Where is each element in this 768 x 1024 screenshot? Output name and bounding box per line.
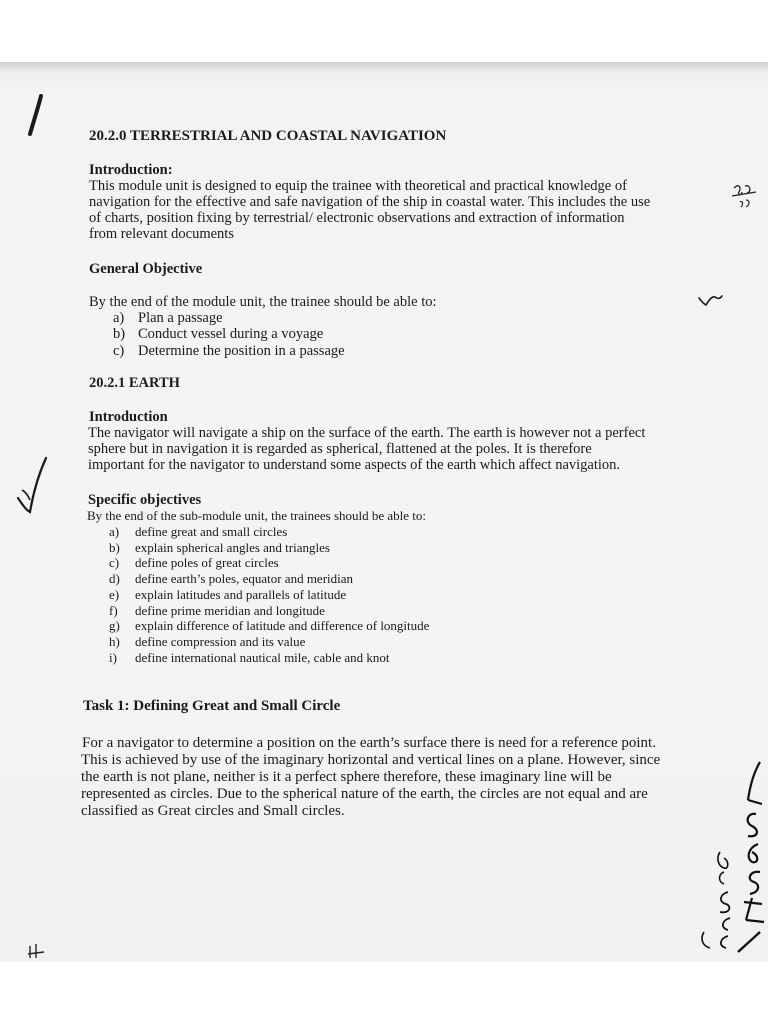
list-item-text: define great and small circles: [135, 524, 288, 539]
list-item-text: define prime meridian and longitude: [135, 602, 325, 618]
list-item-label: a): [109, 524, 120, 539]
general-objective-lead: By the end of the module unit, the trainee should be able to:: [89, 294, 437, 310]
intro-line-4: from relevant documents: [89, 226, 234, 242]
scanned-page: [0, 62, 768, 962]
list-item-text: Plan a passage: [138, 310, 223, 326]
list-item: [109, 540, 429, 556]
intro-line-3: of charts, position fixing by terrestrial/ electronic observations and extraction of information: [89, 210, 625, 226]
list-item-text: define international nautical mile, cable and knot: [135, 649, 390, 665]
task-1-line-5: classified as Great circles and Small circles.: [81, 803, 345, 819]
list-item-label: c): [109, 555, 120, 571]
task-1-line-4: represented as circles. Due to the spherical nature of the earth, the circles are not equal and are: [81, 786, 648, 802]
specific-objectives-list: [109, 524, 429, 665]
list-item-label: a): [113, 310, 125, 326]
document-content: [0, 62, 768, 962]
specific-objectives-lead: By the end of the sub-module unit, the trainees should be able to:: [87, 508, 427, 523]
general-objective-heading: General Objective: [89, 261, 203, 277]
list-item-text: define compression and its value: [135, 633, 306, 649]
list-item: [109, 603, 429, 619]
intro-heading-2: Introduction: [89, 409, 168, 425]
task-1-line-3: the earth is not plane, neither is it a perfect sphere therefore, these imaginary line will be: [81, 769, 612, 785]
list-item-label: b): [109, 539, 120, 555]
list-item: [109, 571, 429, 587]
list-item: [109, 634, 429, 650]
list-item: [109, 587, 429, 603]
list-item: [113, 310, 345, 326]
list-item-label: c): [113, 342, 125, 359]
handwritten-number-vertical: [690, 752, 768, 962]
earth-intro-line-2: sphere but in navigation it is regarded as spherical, flattened at the poles. It is therefore: [88, 441, 592, 457]
section-title-terrestrial: 20.2.0 TERRESTRIAL AND COASTAL NAVIGATION: [89, 128, 447, 144]
earth-intro-line-1: The navigator will navigate a ship on the surface of the earth. The earth is however not a perfect: [88, 425, 646, 441]
list-item: [113, 326, 345, 342]
list-item: [113, 343, 345, 359]
list-item-text: Conduct vessel during a voyage: [138, 326, 324, 343]
list-item-label: i): [109, 649, 117, 665]
list-item: [109, 555, 429, 571]
intro-line-1: This module unit is designed to equip the trainee with theoretical and practical knowledge of: [89, 178, 627, 194]
list-item-label: e): [109, 586, 120, 602]
list-item: [109, 618, 429, 634]
task-1-line-2: This is achieved by use of the imaginary horizontal and vertical lines on a plane. However, since: [81, 752, 661, 768]
corner-pen-mark: [24, 942, 54, 962]
specific-objectives-heading: Specific objectives: [88, 492, 202, 508]
earth-intro-line-3: important for the navigator to understand some aspects of the earth which affect navigation.: [88, 457, 621, 473]
pen-check-mark: [697, 290, 725, 310]
list-item: [109, 650, 429, 666]
task-1-title: Task 1: Defining Great and Small Circle: [83, 698, 341, 714]
general-objectives-list: [113, 310, 345, 359]
list-item-text: Determine the position in a passage: [138, 342, 345, 359]
list-item-label: d): [109, 571, 120, 587]
task-1-line-1: For a navigator to determine a position on the earth’s surface there is need for a reference point.: [82, 735, 656, 751]
list-item-text: define poles of great circles: [135, 555, 279, 571]
list-item-text: explain difference of latitude and difference of longitude: [135, 618, 430, 634]
pen-stroke-mark: [14, 90, 54, 150]
section-title-earth: 20.2.1 EARTH: [89, 375, 180, 391]
list-item-label: b): [113, 326, 126, 343]
pen-mark-score: [728, 180, 762, 216]
list-item: [109, 524, 429, 540]
intro-line-2: navigation for the effective and safe navigation of the ship in coastal water. This includes the use: [89, 194, 651, 210]
intro-heading-1: Introduction:: [89, 162, 173, 178]
list-item-text: explain spherical angles and triangles: [135, 539, 330, 555]
list-item-text: explain latitudes and parallels of latitude: [135, 586, 347, 602]
pen-check-mark-large: [12, 450, 52, 530]
list-item-label: g): [109, 618, 120, 634]
list-item-label: f): [109, 602, 118, 618]
list-item-label: h): [109, 633, 120, 649]
list-item-text: define earth’s poles, equator and meridian: [135, 571, 354, 587]
